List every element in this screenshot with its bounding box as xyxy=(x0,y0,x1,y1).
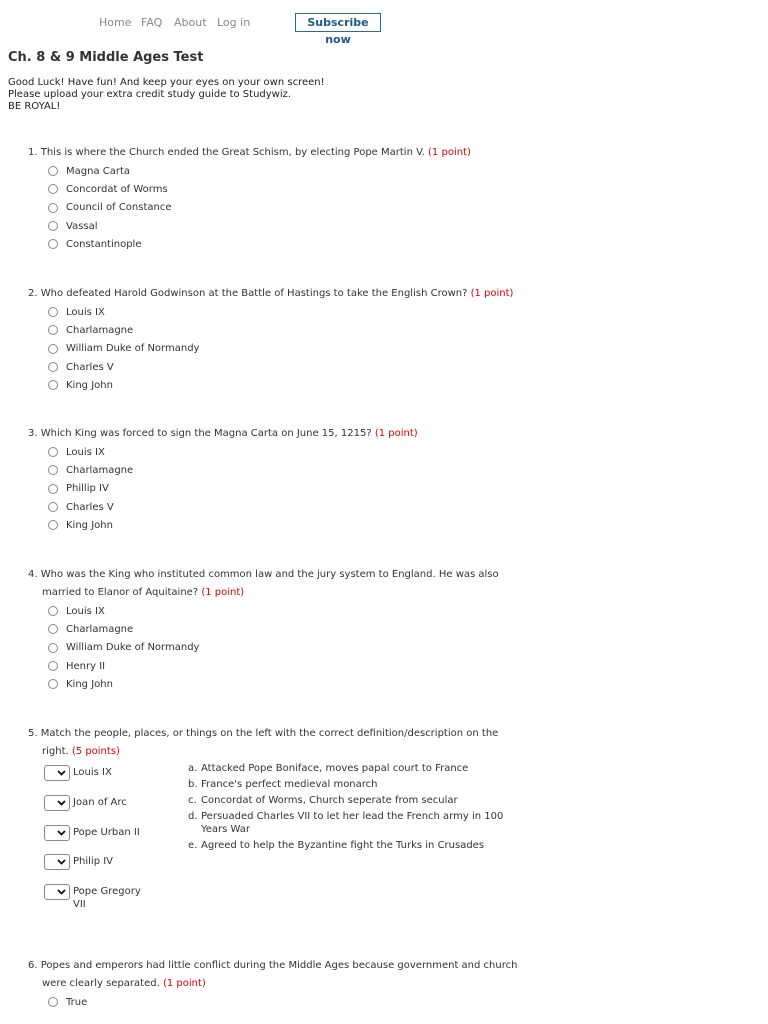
question-number: 4. xyxy=(28,569,38,580)
question-text xyxy=(28,425,528,443)
option-label: Council of Constance xyxy=(66,202,172,214)
definition-text: France's perfect medieval monarch xyxy=(201,779,378,790)
answer-option[interactable] xyxy=(48,358,528,376)
option-label: Louis IX xyxy=(66,446,105,458)
radio-button[interactable] xyxy=(48,447,58,457)
match-definition xyxy=(188,762,528,775)
radio-button[interactable] xyxy=(48,221,58,231)
definition-letter: b. xyxy=(188,779,198,790)
answer-options xyxy=(48,303,528,394)
radio-button[interactable] xyxy=(48,643,58,653)
option-label: True xyxy=(66,996,88,1008)
radio-button[interactable] xyxy=(48,661,58,671)
option-label: Magna Carta xyxy=(66,165,131,177)
match-row xyxy=(44,825,153,841)
chevron-down-icon xyxy=(57,859,66,865)
radio-button[interactable] xyxy=(48,344,58,354)
answer-option[interactable] xyxy=(48,639,528,657)
nav-faq-link[interactable]: FAQ xyxy=(141,16,163,29)
option-label: Charles V xyxy=(66,501,114,513)
question-3 xyxy=(28,425,528,534)
match-dropdown[interactable] xyxy=(44,795,70,811)
option-label: King John xyxy=(66,379,113,391)
radio-button[interactable] xyxy=(48,166,58,176)
answer-option[interactable] xyxy=(48,217,528,235)
match-definitions xyxy=(188,762,528,855)
option-label: King John xyxy=(66,519,113,531)
answer-option[interactable] xyxy=(48,340,528,358)
radio-button[interactable] xyxy=(48,465,58,475)
radio-button[interactable] xyxy=(48,325,58,335)
match-term: Philip IV xyxy=(73,856,114,867)
question-points: (1 point) xyxy=(428,147,471,158)
option-label: Charlamagne xyxy=(66,623,134,635)
match-definition xyxy=(188,839,528,852)
question-2 xyxy=(28,285,528,394)
question-points: (1 point) xyxy=(162,978,206,989)
radio-button[interactable] xyxy=(48,307,58,317)
answer-option[interactable] xyxy=(48,180,528,198)
answer-option[interactable] xyxy=(48,376,528,394)
definition-text: Concordat of Worms, Church seperate from secular xyxy=(201,795,458,806)
question-5 xyxy=(28,725,528,911)
option-label: Concordat of Worms xyxy=(66,183,168,195)
radio-button[interactable] xyxy=(48,380,58,390)
question-text xyxy=(28,957,528,993)
question-text xyxy=(28,285,528,303)
option-label: Charlamagne xyxy=(66,324,134,336)
definition-letter: e. xyxy=(188,840,198,851)
option-label: William Duke of Normandy xyxy=(66,642,200,654)
radio-button[interactable] xyxy=(48,239,58,249)
answer-option[interactable] xyxy=(48,235,528,253)
answer-option[interactable] xyxy=(48,498,528,516)
answer-option[interactable] xyxy=(48,303,528,321)
answer-options xyxy=(48,443,528,534)
question-6 xyxy=(28,957,528,1011)
radio-button[interactable] xyxy=(48,484,58,494)
definition-text: Persuaded Charles VII to let her lead the French army in 100 Years War xyxy=(201,811,504,835)
option-label: Vassal xyxy=(66,220,98,232)
match-definition xyxy=(188,778,528,791)
nav-login-link[interactable]: Log in xyxy=(217,16,251,29)
match-term: Louis IX xyxy=(73,767,112,778)
option-label: Henry II xyxy=(66,660,106,672)
match-term: Pope Urban II xyxy=(73,827,140,838)
option-label: Phillip IV xyxy=(66,483,109,495)
nav-about-link[interactable]: About xyxy=(174,16,207,29)
answer-option[interactable] xyxy=(48,657,528,675)
definition-letter: c. xyxy=(188,795,197,806)
answer-options xyxy=(48,162,528,253)
question-text xyxy=(28,566,528,602)
match-dropdown[interactable] xyxy=(44,765,70,781)
answer-options xyxy=(48,993,528,1011)
question-number: 6. xyxy=(28,960,38,971)
answer-option[interactable] xyxy=(48,620,528,638)
match-dropdown[interactable] xyxy=(44,854,70,870)
answer-option[interactable] xyxy=(48,443,528,461)
option-label: Charlamagne xyxy=(66,464,134,476)
option-label: Charles V xyxy=(66,361,114,373)
answer-option[interactable] xyxy=(48,480,528,498)
question-points: (1 point) xyxy=(201,587,245,598)
question-points: (1 point) xyxy=(470,288,514,299)
radio-button[interactable] xyxy=(48,520,58,530)
radio-button[interactable] xyxy=(48,997,58,1007)
option-label: King John xyxy=(66,678,113,690)
question-points: (1 point) xyxy=(374,428,418,439)
match-row xyxy=(44,765,153,781)
match-row xyxy=(44,795,153,811)
subscribe-button[interactable]: Subscribe now xyxy=(295,13,381,32)
radio-button[interactable] xyxy=(48,679,58,689)
radio-button[interactable] xyxy=(48,203,58,213)
match-dropdown[interactable] xyxy=(44,825,70,841)
match-dropdown[interactable] xyxy=(44,884,70,900)
answer-option[interactable] xyxy=(48,461,528,479)
radio-button[interactable] xyxy=(48,184,58,194)
question-points: (5 points) xyxy=(71,746,120,757)
question-prompt: This is where the Church ended the Great Schism, by electing Pope Martin V. xyxy=(40,147,425,158)
answer-option[interactable] xyxy=(48,321,528,339)
definition-text: Attacked Pope Boniface, moves papal court to France xyxy=(201,763,469,774)
page-title: Ch. 8 & 9 Middle Ages Test xyxy=(8,50,204,65)
answer-option[interactable] xyxy=(48,675,528,693)
question-text xyxy=(28,725,528,761)
answer-option[interactable] xyxy=(48,199,528,217)
question-text xyxy=(28,144,528,162)
match-definition xyxy=(188,794,528,807)
match-term: Joan of Arc xyxy=(73,797,127,808)
intro-text xyxy=(8,77,325,113)
radio-button[interactable] xyxy=(48,624,58,634)
option-label: Constantinople xyxy=(66,238,142,250)
radio-button[interactable] xyxy=(48,606,58,616)
answer-option[interactable] xyxy=(48,516,528,534)
chevron-down-icon xyxy=(57,889,66,895)
matching-area xyxy=(44,761,528,911)
question-prompt: Who was the King who instituted common law and the jury system to England. He was also married to Elanor of Aquitaine? xyxy=(40,569,499,598)
option-label: Louis IX xyxy=(66,605,105,617)
answer-option[interactable] xyxy=(48,602,528,620)
answer-option[interactable] xyxy=(48,993,528,1011)
question-1 xyxy=(28,144,528,253)
intro-line: Please upload your extra credit study guide to Studywiz. xyxy=(8,89,292,100)
nav-home-link[interactable]: Home xyxy=(99,16,132,29)
top-navigation xyxy=(0,0,768,46)
question-number: 2. xyxy=(28,288,38,299)
option-label: Louis IX xyxy=(66,306,105,318)
definition-letter: d. xyxy=(188,811,198,822)
question-prompt: Who defeated Harold Godwinson at the Battle of Hastings to take the English Crown? xyxy=(40,288,468,299)
radio-button[interactable] xyxy=(48,502,58,512)
question-number: 3. xyxy=(28,428,38,439)
radio-button[interactable] xyxy=(48,362,58,372)
option-label: William Duke of Normandy xyxy=(66,343,200,355)
question-prompt: Which King was forced to sign the Magna Carta on June 15, 1215? xyxy=(40,428,372,439)
match-row xyxy=(44,884,153,911)
chevron-down-icon xyxy=(57,800,66,806)
chevron-down-icon xyxy=(57,830,66,836)
question-number: 5. xyxy=(28,728,38,739)
question-number: 1. xyxy=(28,147,38,158)
intro-line: BE ROYAL! xyxy=(8,101,61,112)
definition-letter: a. xyxy=(188,763,198,774)
question-4 xyxy=(28,566,528,693)
answer-options xyxy=(48,602,528,693)
answer-option[interactable] xyxy=(48,162,528,180)
definition-text: Agreed to help the Byzantine fight the Turks in Crusades xyxy=(201,840,485,851)
question-prompt: Popes and emperors had little conflict during the Middle Ages because government and church were clearly separated. xyxy=(40,960,518,989)
intro-line: Good Luck! Have fun! And keep your eyes on your own screen! xyxy=(8,77,325,88)
match-row xyxy=(44,854,153,870)
chevron-down-icon xyxy=(57,770,66,776)
question-prompt: Match the people, places, or things on the left with the correct definition/description on the right. xyxy=(40,728,499,757)
match-definition xyxy=(188,810,528,836)
match-term: Pope Gregory VII xyxy=(73,886,141,910)
